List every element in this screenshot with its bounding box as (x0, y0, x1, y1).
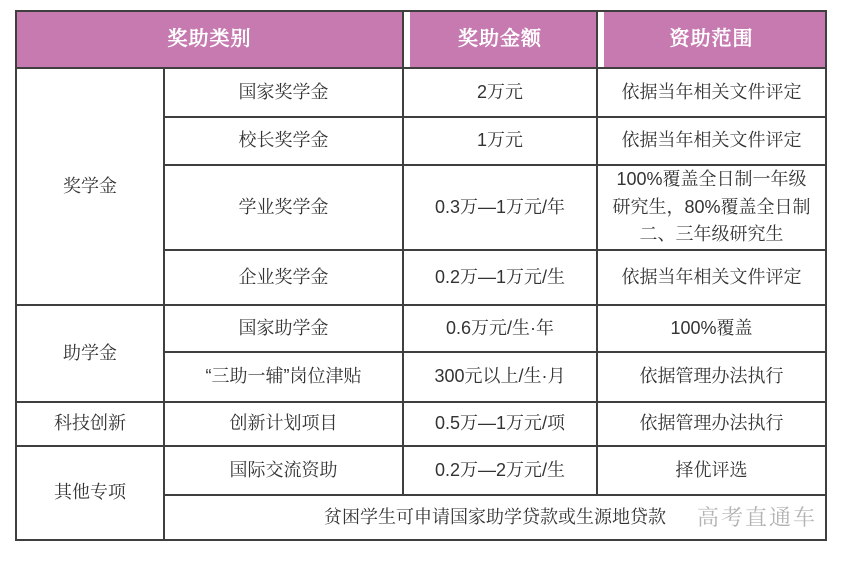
amount-cell: 2万元 (404, 69, 598, 118)
loan-note-text: 贫困学生可申请国家助学贷款或生源地贷款 (324, 506, 666, 527)
col-header-aid-category: 奖助类别 (17, 12, 404, 69)
item-cell: 学业奖学金 (165, 166, 404, 251)
watermark-gaokao-zhitongche: 高考直通车 (696, 504, 817, 530)
category-tech-innovation: 科技创新 (17, 403, 165, 447)
category-grant: 助学金 (17, 306, 165, 403)
col-header-aid-amount: 奖助金额 (404, 12, 598, 69)
amount-cell: 0.2万—1万元/生 (404, 251, 598, 306)
item-cell: 国际交流资助 (165, 447, 404, 496)
amount-cell: 300元以上/生·月 (404, 353, 598, 403)
item-cell: 国家助学金 (165, 306, 404, 353)
scope-cell: 择优评选 (598, 447, 827, 496)
category-other-special: 其他专项 (17, 447, 165, 541)
scope-cell: 依据当年相关文件评定 (598, 251, 827, 306)
scope-cell: 依据管理办法执行 (598, 403, 827, 447)
scope-cell: 100%覆盖 (598, 306, 827, 353)
amount-cell: 0.2万—2万元/生 (404, 447, 598, 496)
item-cell: “三助一辅”岗位津贴 (165, 353, 404, 403)
item-cell: 国家奖学金 (165, 69, 404, 118)
scholarship-table (15, 10, 827, 541)
amount-cell: 0.3万—1万元/年 (404, 166, 598, 251)
scope-cell: 依据当年相关文件评定 (598, 69, 827, 118)
item-cell: 企业奖学金 (165, 251, 404, 306)
amount-cell: 0.5万—1万元/项 (404, 403, 598, 447)
item-cell: 创新计划项目 (165, 403, 404, 447)
scope-cell: 100%覆盖全日制一年级研究生，80%覆盖全日制二、三年级研究生 (598, 166, 827, 251)
amount-cell: 0.6万元/生·年 (404, 306, 598, 353)
loan-note-cell (165, 496, 827, 541)
col-header-aid-scope: 资助范围 (598, 12, 827, 69)
item-cell: 校长奖学金 (165, 118, 404, 166)
scope-cell: 依据管理办法执行 (598, 353, 827, 403)
amount-cell: 1万元 (404, 118, 598, 166)
category-scholarship: 奖学金 (17, 69, 165, 306)
scope-cell: 依据当年相关文件评定 (598, 118, 827, 166)
